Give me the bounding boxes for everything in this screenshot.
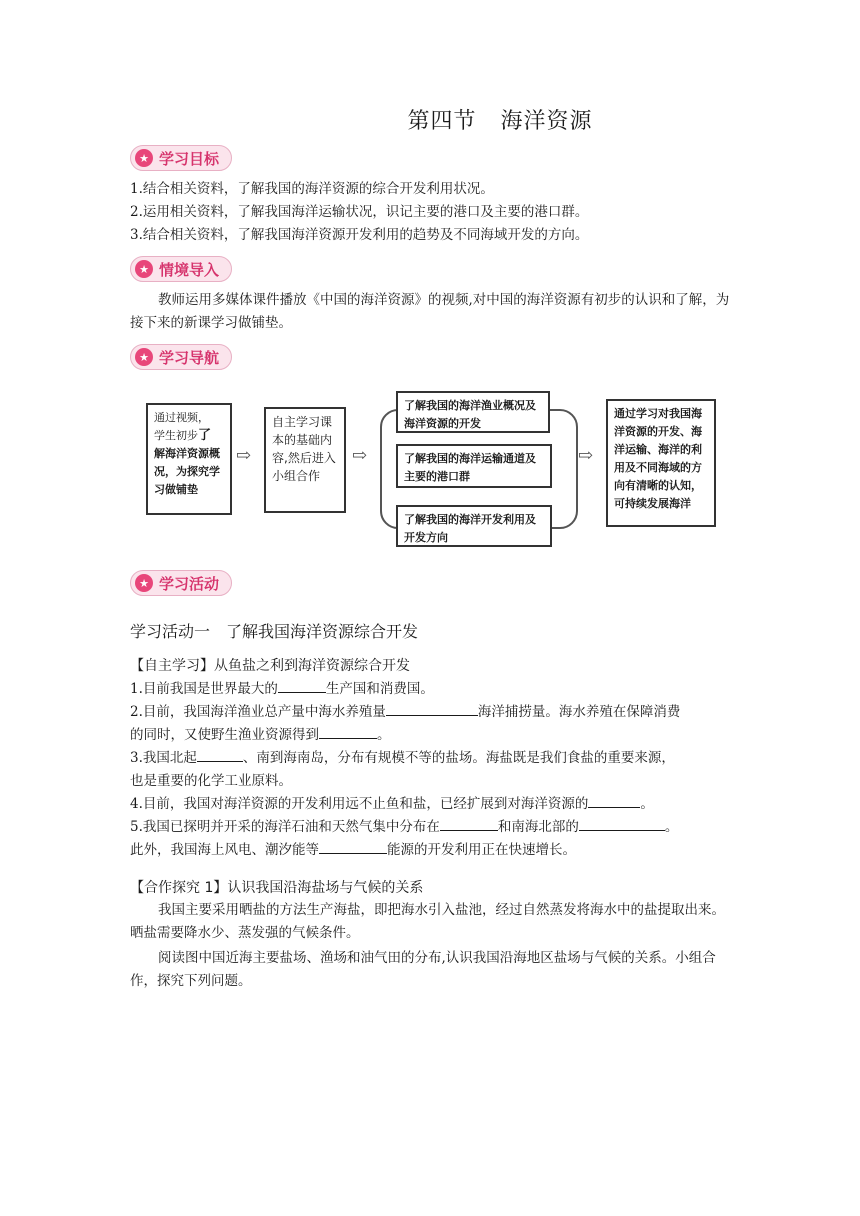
fill-blank[interactable] [579,816,665,831]
coop-heading: 【合作探究 1】认识我国沿海盐场与气候的关系 [130,880,424,896]
flow-box-conclusion: 通过学习对我国海洋资源的开发、海洋运输、海洋的利用及不同海域的方向有清晰的认知，可持续发展海洋 [606,399,716,527]
goals-badge-label: 学习目标 [159,149,220,168]
fill-blank[interactable] [278,678,326,693]
coop-paragraph-2: 阅读图中国近海主要盐场、渔场和油气田的分布,认识我国沿海地区盐场与气候的关系。小组合作，探究下列问题。 [130,950,716,989]
arrow-right-icon: ⇨ [236,445,252,466]
intro-text: 教师运用多媒体课件播放《中国的海洋资源》的视频,对中国的海洋资源有初步的认识和了解，为接下来的新课学习做铺垫。 [130,292,730,331]
arrow-right-icon: ⇨ [578,445,594,466]
flow-box-self-study: 自主学习课本的基础内容,然后进入小组合作 [264,407,346,513]
arrow-right-icon: ⇨ [352,445,368,466]
goal-item: 1.结合相关资料，了解我国的海洋资源的综合开发利用状况。 [130,181,494,197]
section-number: 第四节 [407,109,477,134]
goal-item: 3.结合相关资料，了解我国海洋资源开发利用的趋势及不同海域开发的方向。 [130,227,589,243]
question-5: 5.我国已探明并开采的海洋石油和天然气集中分布在 和南海北部的 。 此外，我国海上风电、潮汐能等 能源的开发利用正在快速增长。 [130,816,730,862]
star-icon: ★ [135,574,153,592]
fill-blank[interactable] [319,839,387,854]
section-name: 海洋资源 [500,109,593,134]
self-study-heading: 【自主学习】从鱼盐之利到海洋资源综合开发 [130,658,410,674]
coop-paragraph-1: 我国主要采用晒盐的方法生产海盐，即把海水引入盐池，经过自然蒸发将海水中的盐提取出来。晒盐需要降水少、蒸发强的气候条件。 [130,902,725,941]
page-title [0,104,860,135]
star-icon: ★ [135,348,153,366]
question-2: 2.目前，我国海洋渔业总产量中海水养殖量 海洋捕捞量。海水养殖在保障消费 的同时，又使野生渔业资源得到 。 [130,701,730,747]
fill-blank[interactable] [386,701,478,716]
goals-list [130,178,730,247]
intro-badge [130,256,232,282]
nav-badge [130,344,232,370]
question-4: 4.目前，我国对海洋资源的开发利用远不止鱼和盐，已经扩展到对海洋资源的 。 [130,793,730,816]
flow-branch-transport: 了解我国的海洋运输通道及主要的港口群 [396,444,552,488]
intro-badge-label: 情境导入 [159,260,220,279]
self-study-questions [130,678,730,862]
star-icon: ★ [135,149,153,167]
flow-branch-development: 了解我国的海洋开发利用及开发方向 [396,505,552,547]
question-1: 1.目前我国是世界最大的 生产国和消费国。 [130,678,730,701]
goal-item: 2.运用相关资料，了解我国海洋运输状况，识记主要的港口及主要的港口群。 [130,204,589,220]
flow-branch-fishery: 了解我国的海洋渔业概况及海洋资源的开发 [396,391,550,433]
activity-one-heading: 学习活动一 了解我国海洋资源综合开发 [130,622,419,641]
nav-badge-label: 学习导航 [159,348,220,367]
activity-badge [130,570,232,596]
goals-badge [130,145,232,171]
fill-blank[interactable] [319,724,377,739]
question-3: 3.我国北起 、南到海南岛，分布有规模不等的盐场。海盐既是我们食盐的重要来源， 也是重要的化学工业原料。 [130,747,730,793]
star-icon: ★ [135,260,153,278]
fill-blank[interactable] [197,747,243,762]
learning-flow-diagram [130,385,730,550]
fill-blank[interactable] [588,793,640,808]
activity-badge-label: 学习活动 [159,574,220,593]
flow-box-video: 通过视频， 学生初步了 解海洋资源概况，为探究学习做铺垫 [146,403,232,515]
fill-blank[interactable] [440,816,498,831]
